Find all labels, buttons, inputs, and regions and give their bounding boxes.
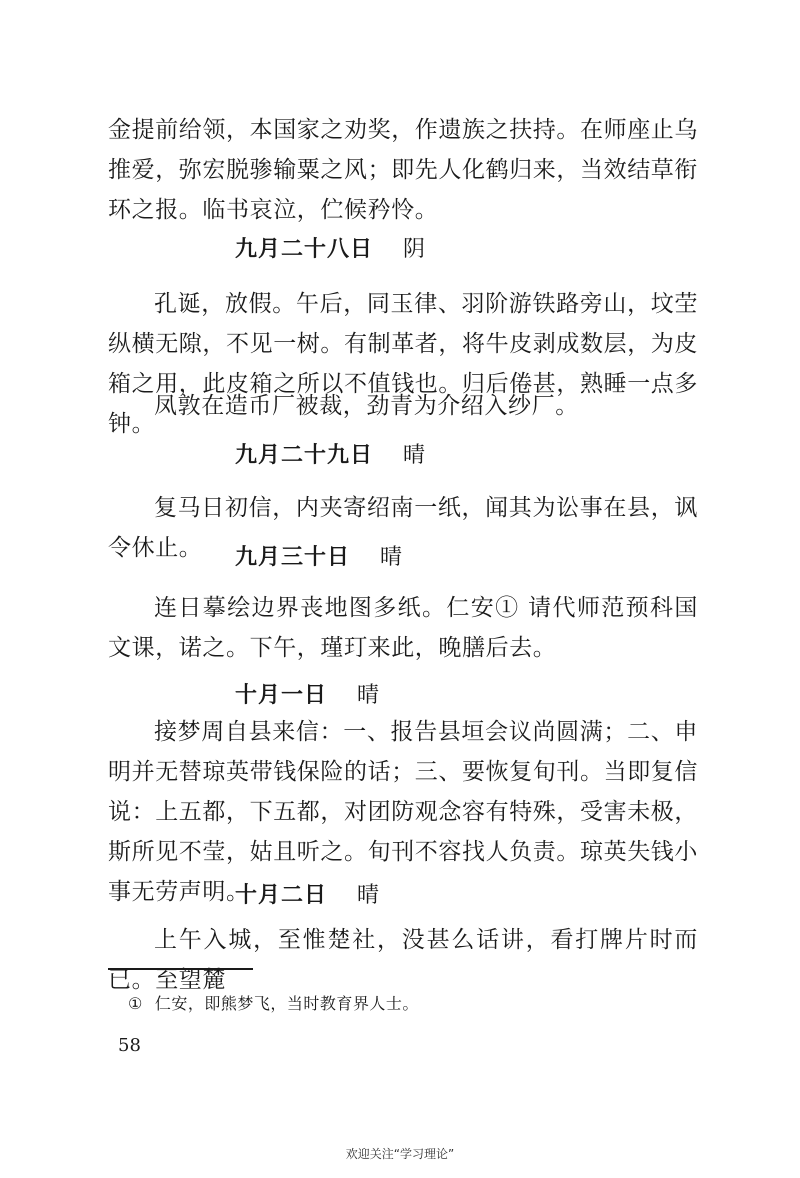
entry-date: 十月二日	[235, 883, 328, 908]
continued-paragraph: 金提前给领，本国家之劝奖，作遗族之扶持。在师座止乌推爱，弥宏脱骖输粟之风；即先人化鹤归来，当效结草衔环之报。临书哀泣，伫候矜怜。	[108, 117, 698, 223]
entry-date: 九月二十九日	[235, 443, 374, 468]
entry-weather: 阴	[403, 237, 427, 262]
page-number: 58	[118, 1035, 141, 1056]
footnote	[128, 992, 419, 1016]
entry-weather: 晴	[357, 683, 381, 708]
entry-paragraph: 连日摹绘边界丧地图多纸。仁安① 请代师范预科国文课，诺之。下午，瑾玎来此，晚膳后去。	[108, 595, 698, 661]
entry-paragraph: 复马日初信，内夹寄绍南一纸，闻其为讼事在县，讽令休止。	[108, 495, 698, 561]
entry-weather: 晴	[403, 443, 427, 468]
watermark-caption: 欢迎关注“学习理论”	[345, 1147, 455, 1161]
entry-date: 十月一日	[235, 683, 328, 708]
entry-heading-sep-30	[235, 540, 403, 571]
entry-weather: 晴	[380, 545, 404, 570]
entry-heading-sep-28	[235, 232, 426, 263]
entry-paragraph: 凤敦在造币厂被裁，劲青为介绍入纱厂。	[154, 393, 579, 419]
entry-paragraph: 接梦周自县来信：一、报告县垣会议尚圆满；二、申明并无替琼英带钱保险的话；三、要恢复旬刊。当即复信说：上五都，下五都，对团防观念容有特殊，受害未极，斯所见不莹，姑且听之。旬刊不容找人负责。琼英失钱小事无劳声明。	[108, 719, 698, 905]
entry-paragraph: 孔诞，放假。午后，同玉律、羽阶游铁路旁山，坟茔纵横无隙，不见一树。有制革者，将牛皮剥成数层，为皮箱之用，此皮箱之所以不值钱也。归后倦甚，熟睡一点多钟。	[108, 291, 698, 437]
entry-heading-oct-2	[235, 878, 380, 909]
entry-date: 九月三十日	[235, 545, 351, 570]
footnote-text: 仁安，即熊梦飞，当时教育界人士。	[154, 994, 419, 1013]
footnote-divider	[108, 968, 253, 970]
entry-weather: 晴	[357, 883, 381, 908]
entry-paragraph: 上午入城，至惟楚社，没甚么话讲，看打牌片时而已。至望麓	[108, 927, 698, 993]
footnote-mark: ①	[128, 994, 143, 1013]
entry-date: 九月二十八日	[235, 237, 374, 262]
entry-heading-oct-1	[235, 678, 380, 709]
entry-heading-sep-29	[235, 438, 426, 469]
